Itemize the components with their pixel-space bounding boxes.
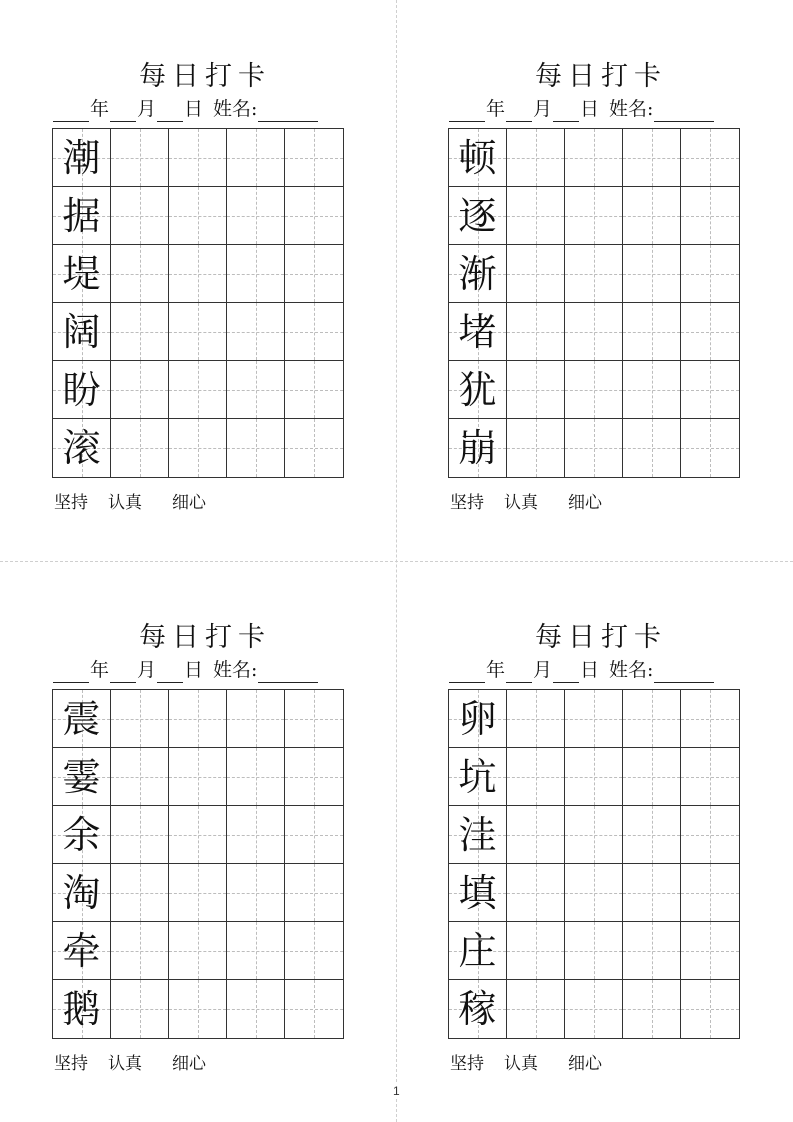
model-character: 霎: [62, 754, 101, 799]
model-character: 阔: [62, 309, 101, 354]
practice-cell[interactable]: [111, 419, 169, 477]
practice-cell[interactable]: [169, 922, 227, 980]
year-blank[interactable]: [449, 101, 485, 122]
model-character: 犹: [458, 367, 497, 412]
model-character-cell: [53, 922, 111, 980]
practice-cell[interactable]: [285, 187, 343, 245]
practice-cell[interactable]: [111, 864, 169, 922]
practice-card: [448, 60, 748, 560]
name-label: 姓名:: [609, 98, 654, 120]
model-character-cell: [449, 864, 507, 922]
horizontal-cut-line: [0, 561, 793, 562]
practice-cell[interactable]: [227, 361, 285, 419]
year-label: 年: [90, 659, 110, 681]
card-title: 每日打卡: [139, 61, 271, 92]
model-character-cell: [449, 980, 507, 1038]
practice-cell[interactable]: [623, 187, 681, 245]
model-character: 鹅: [62, 987, 101, 1031]
practice-cell[interactable]: [169, 419, 227, 477]
year-label: 年: [486, 659, 506, 681]
model-character-cell: [449, 922, 507, 980]
motto-footer: [450, 1049, 602, 1074]
model-character: 震: [62, 696, 101, 741]
name-label: 姓名:: [213, 98, 258, 120]
practice-cell[interactable]: [169, 748, 227, 806]
model-character-cell: [53, 690, 111, 748]
practice-cell[interactable]: [507, 690, 565, 748]
name-blank[interactable]: [654, 662, 714, 683]
practice-cell[interactable]: [285, 922, 343, 980]
year-label: 年: [486, 98, 506, 120]
practice-card: [448, 621, 748, 1121]
practice-cell[interactable]: [681, 980, 739, 1038]
model-character: 填: [458, 870, 497, 915]
name-blank[interactable]: [654, 101, 714, 122]
motto-footer: [54, 1049, 206, 1074]
model-character-cell: [449, 303, 507, 361]
motto-word: 认真: [504, 493, 538, 513]
practice-cell[interactable]: [111, 361, 169, 419]
practice-cell[interactable]: [227, 129, 285, 187]
practice-card: [52, 60, 352, 560]
practice-cell[interactable]: [507, 419, 565, 477]
name-blank[interactable]: [258, 101, 318, 122]
year-blank[interactable]: [53, 101, 89, 122]
name-blank[interactable]: [258, 662, 318, 683]
model-character-cell: [449, 187, 507, 245]
practice-cell[interactable]: [507, 129, 565, 187]
practice-cell[interactable]: [681, 806, 739, 864]
practice-cell[interactable]: [169, 980, 227, 1038]
year-label: 年: [90, 98, 110, 120]
model-character-cell: [53, 129, 111, 187]
practice-cell[interactable]: [565, 303, 623, 361]
model-character-cell: [53, 245, 111, 303]
practice-cell[interactable]: [565, 245, 623, 303]
practice-cell[interactable]: [623, 864, 681, 922]
practice-cell[interactable]: [285, 806, 343, 864]
practice-cell[interactable]: [507, 980, 565, 1038]
model-character-cell: [53, 303, 111, 361]
practice-cell[interactable]: [681, 187, 739, 245]
model-character-cell: [53, 361, 111, 419]
practice-cell[interactable]: [623, 129, 681, 187]
card-title: 每日打卡: [535, 61, 667, 92]
practice-cell[interactable]: [169, 690, 227, 748]
model-character-cell: [449, 361, 507, 419]
card-title: 每日打卡: [535, 622, 667, 653]
day-blank[interactable]: [157, 101, 183, 122]
model-character: 堤: [62, 251, 101, 296]
name-label: 姓名:: [213, 659, 258, 681]
motto-word: 认真: [504, 1054, 538, 1074]
practice-cell[interactable]: [169, 361, 227, 419]
month-blank[interactable]: [506, 662, 532, 683]
practice-cell[interactable]: [565, 690, 623, 748]
practice-cell[interactable]: [623, 690, 681, 748]
practice-cell[interactable]: [565, 187, 623, 245]
model-character-cell: [449, 245, 507, 303]
practice-cell[interactable]: [507, 361, 565, 419]
date-name-line: [52, 96, 352, 122]
day-label: 日: [580, 659, 600, 681]
practice-cell[interactable]: [111, 806, 169, 864]
motto-word: 坚持: [54, 493, 88, 513]
practice-cell[interactable]: [565, 129, 623, 187]
practice-cell[interactable]: [285, 748, 343, 806]
month-label: 月: [533, 98, 553, 120]
practice-cell[interactable]: [565, 864, 623, 922]
day-blank[interactable]: [553, 662, 579, 683]
month-blank[interactable]: [110, 101, 136, 122]
practice-cell[interactable]: [227, 245, 285, 303]
practice-card: [52, 621, 352, 1121]
model-character: 渐: [458, 251, 497, 296]
month-label: 月: [533, 659, 553, 681]
practice-cell[interactable]: [227, 980, 285, 1038]
model-character-cell: [53, 806, 111, 864]
practice-cell[interactable]: [681, 690, 739, 748]
practice-cell[interactable]: [623, 748, 681, 806]
model-character: 牵: [62, 928, 101, 973]
date-name-line: [448, 657, 748, 683]
practice-cell[interactable]: [285, 864, 343, 922]
motto-footer: [54, 488, 206, 513]
practice-cell[interactable]: [111, 129, 169, 187]
practice-cell[interactable]: [111, 245, 169, 303]
practice-cell[interactable]: [623, 806, 681, 864]
practice-cell[interactable]: [227, 806, 285, 864]
practice-cell[interactable]: [565, 419, 623, 477]
motto-word: 认真: [108, 1054, 142, 1074]
practice-cell[interactable]: [507, 245, 565, 303]
practice-cell[interactable]: [227, 303, 285, 361]
model-character-cell: [449, 129, 507, 187]
model-character: 稼: [458, 987, 497, 1031]
practice-cell[interactable]: [507, 922, 565, 980]
model-character-cell: [53, 419, 111, 477]
practice-cell[interactable]: [227, 419, 285, 477]
month-label: 月: [137, 98, 157, 120]
practice-cell[interactable]: [623, 245, 681, 303]
tianzige-grid: [448, 689, 740, 1039]
practice-cell[interactable]: [507, 748, 565, 806]
practice-cell[interactable]: [169, 187, 227, 245]
practice-cell[interactable]: [681, 129, 739, 187]
practice-cell[interactable]: [623, 419, 681, 477]
practice-cell[interactable]: [111, 303, 169, 361]
model-character: 淘: [62, 870, 101, 915]
date-name-line: [52, 657, 352, 683]
practice-cell[interactable]: [169, 245, 227, 303]
practice-cell[interactable]: [227, 690, 285, 748]
model-character-cell: [53, 864, 111, 922]
month-label: 月: [137, 659, 157, 681]
model-character-cell: [53, 187, 111, 245]
card-title: 每日打卡: [139, 622, 271, 653]
practice-cell[interactable]: [227, 187, 285, 245]
name-label: 姓名:: [609, 659, 654, 681]
practice-cell[interactable]: [623, 922, 681, 980]
model-character: 逐: [458, 193, 497, 238]
day-label: 日: [184, 659, 204, 681]
practice-cell[interactable]: [111, 922, 169, 980]
practice-cell[interactable]: [285, 245, 343, 303]
practice-cell[interactable]: [111, 980, 169, 1038]
model-character-cell: [449, 748, 507, 806]
model-character: 潮: [62, 135, 101, 180]
month-blank[interactable]: [110, 662, 136, 683]
practice-cell[interactable]: [169, 864, 227, 922]
model-character: 堵: [458, 309, 497, 354]
practice-cell[interactable]: [285, 419, 343, 477]
model-character-cell: [53, 748, 111, 806]
day-blank[interactable]: [157, 662, 183, 683]
practice-cell[interactable]: [681, 245, 739, 303]
practice-cell[interactable]: [285, 690, 343, 748]
motto-word: 坚持: [450, 493, 484, 513]
practice-cell[interactable]: [565, 922, 623, 980]
model-character: 坑: [458, 754, 497, 799]
model-character: 盼: [62, 367, 101, 412]
practice-cell[interactable]: [507, 303, 565, 361]
practice-cell[interactable]: [681, 748, 739, 806]
page-number: 1: [393, 1084, 400, 1098]
practice-cell[interactable]: [623, 303, 681, 361]
year-blank[interactable]: [53, 662, 89, 683]
model-character: 庄: [458, 928, 497, 973]
practice-cell[interactable]: [111, 690, 169, 748]
model-character: 崩: [458, 426, 497, 470]
practice-cell[interactable]: [565, 748, 623, 806]
model-character: 洼: [458, 812, 497, 857]
practice-cell[interactable]: [623, 361, 681, 419]
motto-word: 细心: [172, 493, 206, 513]
tianzige-grid: [52, 689, 344, 1039]
practice-cell[interactable]: [285, 129, 343, 187]
practice-cell[interactable]: [565, 806, 623, 864]
model-character-cell: [449, 806, 507, 864]
model-character: 据: [62, 193, 101, 238]
model-character: 滚: [62, 426, 101, 470]
practice-cell[interactable]: [565, 980, 623, 1038]
practice-cell[interactable]: [507, 864, 565, 922]
practice-cell[interactable]: [169, 303, 227, 361]
practice-cell[interactable]: [111, 187, 169, 245]
practice-cell[interactable]: [681, 864, 739, 922]
tianzige-grid: [52, 128, 344, 478]
model-character-cell: [449, 690, 507, 748]
month-blank[interactable]: [506, 101, 532, 122]
practice-cell[interactable]: [681, 419, 739, 477]
practice-cell[interactable]: [285, 303, 343, 361]
practice-cell[interactable]: [681, 922, 739, 980]
practice-cell[interactable]: [227, 748, 285, 806]
motto-word: 坚持: [450, 1054, 484, 1074]
tianzige-grid: [448, 128, 740, 478]
practice-cell[interactable]: [565, 361, 623, 419]
day-label: 日: [580, 98, 600, 120]
model-character: 卵: [458, 696, 497, 741]
model-character: 余: [62, 812, 101, 857]
year-blank[interactable]: [449, 662, 485, 683]
practice-cell[interactable]: [285, 980, 343, 1038]
practice-cell[interactable]: [169, 129, 227, 187]
model-character: 顿: [458, 135, 497, 180]
motto-word: 细心: [568, 493, 602, 513]
model-character-cell: [53, 980, 111, 1038]
model-character-cell: [449, 419, 507, 477]
practice-cell[interactable]: [623, 980, 681, 1038]
motto-word: 细心: [568, 1054, 602, 1074]
practice-cell[interactable]: [285, 361, 343, 419]
motto-word: 认真: [108, 493, 142, 513]
practice-cell[interactable]: [507, 806, 565, 864]
date-name-line: [448, 96, 748, 122]
day-label: 日: [184, 98, 204, 120]
practice-cell[interactable]: [227, 864, 285, 922]
practice-cell[interactable]: [169, 806, 227, 864]
practice-cell[interactable]: [227, 922, 285, 980]
day-blank[interactable]: [553, 101, 579, 122]
practice-cell[interactable]: [507, 187, 565, 245]
practice-cell[interactable]: [681, 361, 739, 419]
motto-word: 坚持: [54, 1054, 88, 1074]
motto-footer: [450, 488, 602, 513]
practice-cell[interactable]: [681, 303, 739, 361]
motto-word: 细心: [172, 1054, 206, 1074]
practice-cell[interactable]: [111, 748, 169, 806]
